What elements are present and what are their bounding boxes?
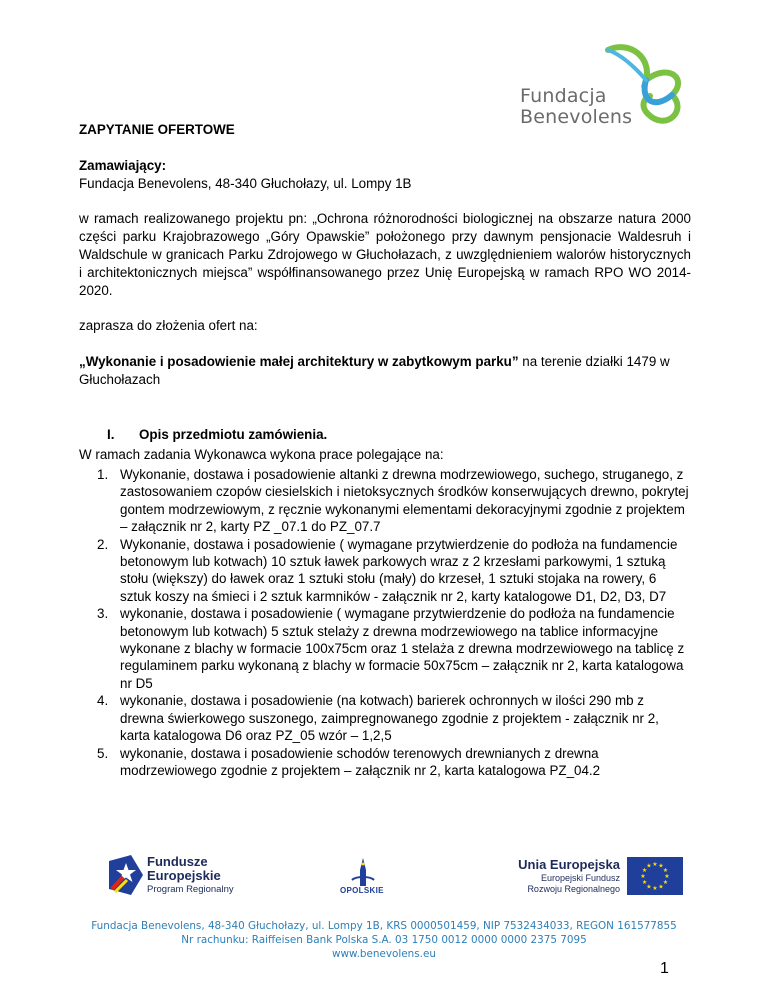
list-item-number: 4. xyxy=(97,693,109,709)
list-item xyxy=(79,466,691,536)
footer-line-2: Nr rachunku: Raiffeisen Bank Polska S.A. 03 1750 0012 0000 0000 2375 7095 xyxy=(181,934,587,946)
orderer-value: Fundacja Benevolens, 48-340 Głuchołazy, ul. Lompy 1B xyxy=(79,176,412,191)
unia-title: Unia Europejska xyxy=(518,857,620,872)
section-heading xyxy=(107,427,327,442)
tasks-intro: W ramach zadania Wykonawca wykona prace polegające na: xyxy=(79,447,444,462)
project-paragraph: w ramach realizowanego projektu pn: „Ochrona różnorodności biologicznej na obszarze natura 2000 części parku Krajobrazowego „Góry Opawskie” położonego przy dawnym pensjonacie Waldesruh i Waldschule w granicach Parku Zdrojowego w Głuchołazach, z uwzględnieniem walorów historycznych i architektonicznych miejsca” współfinansowanego przez Unię Europejską w ramach RPO WO 2014-2020. xyxy=(79,211,691,298)
list-item-number: 1. xyxy=(97,467,109,482)
footer-website: www.benevolens.eu xyxy=(332,948,436,960)
unia-line-2: Rozwoju Regionalnego xyxy=(527,884,620,894)
orderer-label: Zamawiający: xyxy=(79,158,167,173)
document-heading: ZAPYTANIE OFERTOWE xyxy=(79,122,235,137)
list-item xyxy=(79,745,691,780)
eu-star-icon: ★ xyxy=(646,863,652,870)
list-item-text: Wykonanie, dostawa i posadowienie ( wymagane przytwierdzenie do podłoża na fundamencie betonowym lub kotwach) 10 sztuk ławek parkowych wraz z 2 krzesłami parkowymi, 1 sztuką stołu (większy) do ławek oraz 1 sztuki stołu (mały) do krzeseł, 1 sztuki stojaka na rowery, 6 sztuk koszy na śmieci i 2 sztuk karmników - załącznik nr 2, karty katalogowe D1, D2, D3, D7 xyxy=(120,536,678,604)
order-subject-title: „Wykonanie i posadowienie małej architektury w zabytkowym parku” xyxy=(79,354,519,369)
fe-line-3: Program Regionalny xyxy=(147,884,234,895)
list-item xyxy=(79,605,691,692)
fe-line-1: Fundusze xyxy=(147,854,208,869)
eu-star-icon: ★ xyxy=(662,868,669,874)
list-item-number: 2. xyxy=(97,536,109,552)
list-item-text: wykonanie, dostawa i posadowienie ( wymagane przytwierdzenie do podłoża na fundamencie betonowym lub kotwach) 5 sztuk stelaży z drewna modrzewiowego na tablice informacyjne wykonane z blachy w formacie 100x75cm oraz 1 stelaża z drewna modrzewiowego na tablicę z regulaminem parku wykonaną z blachy w formacie 50x75cm – załącznik nr 2, karta katalogowa nr D5 xyxy=(120,606,685,691)
eu-star-icon: ★ xyxy=(640,874,646,880)
footer-line-1: Fundacja Benevolens, 48-340 Głuchołazy, ul. Lompy 1B, KRS 0000501459, NIP 7532434033, REGON 161577855 xyxy=(91,920,677,932)
eu-star-icon: ★ xyxy=(658,863,664,870)
fundacja-benevolens-logo xyxy=(520,40,690,130)
section-number: I. xyxy=(107,427,115,442)
opolskie-text: OPOLSKIE xyxy=(340,886,384,895)
eu-star-icon: ★ xyxy=(658,884,664,891)
eu-star-icon: ★ xyxy=(662,880,669,886)
unia-europejska-block xyxy=(505,857,620,895)
list-item-number: 5. xyxy=(97,745,109,761)
section-title: Opis przedmiotu zamówienia. xyxy=(139,427,328,442)
order-subject xyxy=(79,353,691,389)
logo-line-2: Benevolens xyxy=(520,106,633,128)
order-subject-rest: na terenie działki 1479 w Głuchołazach xyxy=(79,354,670,387)
eu-star-icon: ★ xyxy=(664,874,670,880)
list-item-text: wykonanie, dostawa i posadowienie (na kotwach) barierek ochronnych w ilości 290 mb z drewna świerkowego suszonego, zaimpregnowanego zgodnie z projektem - załącznik nr 2, karta katalogowa D6 oraz PZ_05 wzór – 1,2,5 xyxy=(120,693,659,744)
eu-stars-icon xyxy=(627,857,683,895)
fe-star-icon xyxy=(109,855,143,895)
eu-star-icon: ★ xyxy=(646,884,652,891)
page-number: 1 xyxy=(660,960,669,977)
eu-star-icon: ★ xyxy=(652,862,658,868)
eu-flag-icon xyxy=(627,857,683,895)
eu-star-icon: ★ xyxy=(641,880,648,886)
list-item xyxy=(79,536,691,606)
invite-text: zaprasza do złożenia ofert na: xyxy=(79,318,258,333)
unia-line-1: Europejski Fundusz xyxy=(540,873,620,883)
eu-star-icon: ★ xyxy=(641,868,648,874)
list-item-text: Wykonanie, dostawa i posadowienie altanki z drewna modrzewiowego, suchego, struganego, z zastosowaniem czopów ciesielskich i nietoksycznych środków konserwujących drewno, pokrytej gontem modrzewiowym, z ręcznie wykonanymi elementami dekoracyjnymi zgodnie z projektem – załącznik nr 2, karty PZ _07.1 do PZ_07.7 xyxy=(120,467,689,535)
list-item xyxy=(79,692,691,744)
tasks-list xyxy=(79,466,691,779)
list-item-text: wykonanie, dostawa i posadowienie schodów terenowych drewnianych z drewna modrzewiowego zgodnie z projektem – załącznik nr 2, karta katalogowa PZ_04.2 xyxy=(120,745,601,778)
eu-star-icon: ★ xyxy=(652,886,658,892)
fe-line-2: Europejskie xyxy=(147,868,221,883)
logo-line-1: Fundacja xyxy=(520,85,607,107)
opolskie-tower-icon xyxy=(348,858,378,888)
list-item-number: 3. xyxy=(97,606,109,622)
